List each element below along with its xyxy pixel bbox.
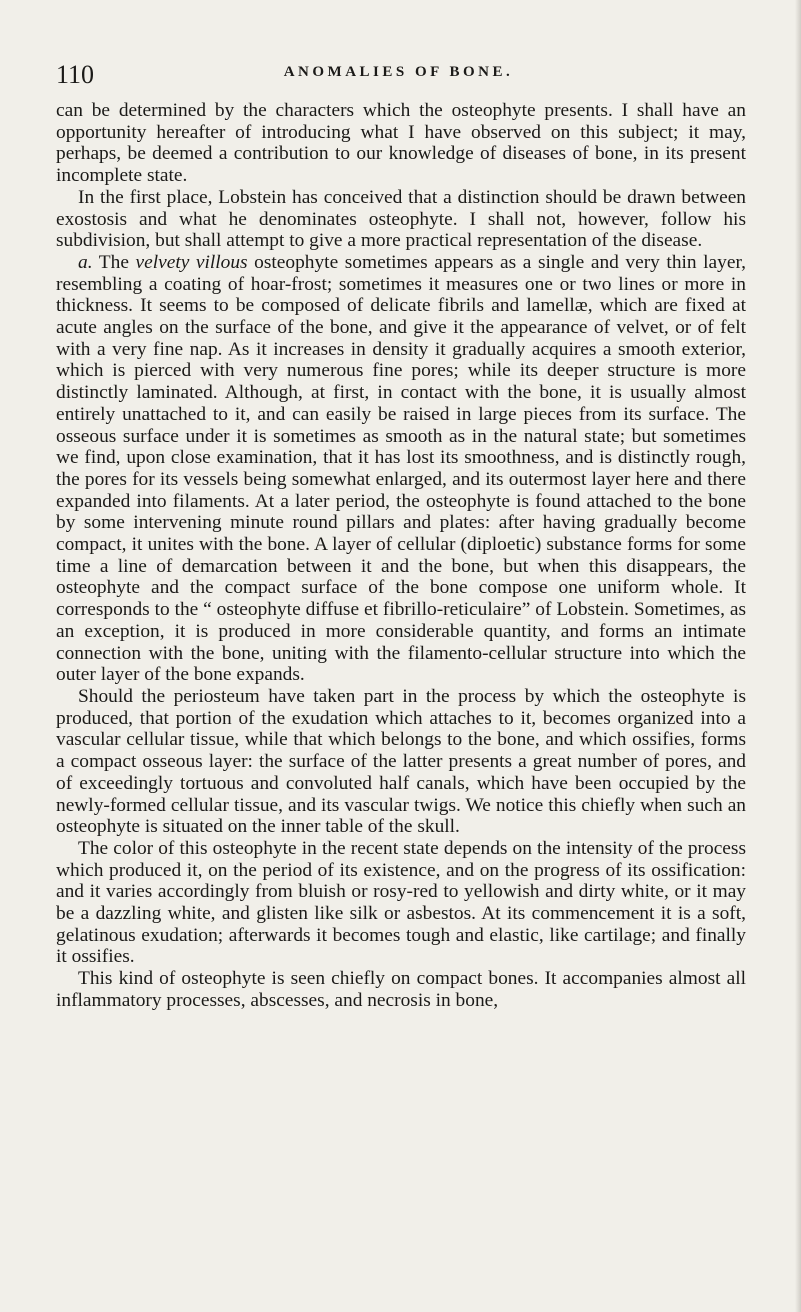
- page-header: [56, 60, 741, 88]
- paragraph-lobstein-distinction: In the first place, Lobstein has conceived that a distinction should be drawn between exostosis and what he denominates osteophyte. I shall not, however, follow his subdivision, but shall attempt to give a more practical representation of the disease.: [56, 186, 746, 252]
- page-number: 110: [56, 60, 95, 89]
- section-marker: a.: [78, 251, 93, 273]
- paragraph-color: The color of this osteophyte in the recent state depends on the intensity of the process which produced it, on the period of its existence, and on the progress of its ossification: and it varies accordingly from bluish or rosy-red to yellowish and dirty white, or it may be a dazzling white, and glisten like silk or asbestos. At its commencement it is a soft, gelatinous exudation; afterwards it becomes tough and elastic, like cartilage; and finally it ossifies.: [56, 837, 746, 968]
- emphasis-velvety-villous: velvety villous: [135, 251, 248, 273]
- running-head: ANOMALIES OF BONE.: [283, 64, 514, 80]
- paragraph-text: The velvety villous osteophyte sometimes appears as a single and very thin layer, resembling a coating of hoar-frost; sometimes it measures one or two lines or more in thickness. It seems to be composed of delicate fibrils and lamellæ, which are fixed at acute angles on the surface of the bone, and give it the appearance of velvet, or of felt with a very fine nap. As it increases in density it gradually acquires a smooth exterior, which is pierced with very numerous fine pores; while its deeper structure is more distinctly laminated. Although, at first, in contact with the bone, it is usually almost entirely unattached to it, and can easily be raised in large pieces from its surface. The osseous surface under it is sometimes as smooth as in the natural state; but sometimes we find, upon close examination, that it has lost its smoothness, and is distinctly rough, the pores for its vessels being somewhat enlarged, and its outermost layer here and there expanded into filaments. At a later period, the osteophyte is found attached to the bone by some intervening minute round pillars and plates: after having gradually become compact, it unites with the bone. A layer of cellular (diploetic) substance forms for some time a line of demarcation between it and the bone, but when this disappears, the osteophyte and the compact surface of the bone compose one uniform whole. It corresponds to the “ osteophyte diffuse et fibrillo-reticulaire” of Lobstein. Sometimes, as an exception, it is produced in more considerable quantity, and forms an intimate connection with the bone, uniting with the filamento-cellular structure into which the outer layer of the bone expands.: [56, 251, 746, 686]
- body-text: [56, 100, 746, 1012]
- paragraph-continued: can be determined by the characters which the osteophyte presents. I shall have an opportunity hereafter of introducing what I have observed on this subject; it may, perhaps, be deemed a contribution to our knowledge of diseases of bone, in its present incomplete state.: [56, 100, 746, 187]
- paragraph-periosteum: Should the periosteum have taken part in the process by which the osteophyte is produced, that portion of the exudation which attaches to it, becomes organized into a vascular cellular tissue, while that which belongs to the bone, and which ossifies, forms a compact osseous layer: the surface of the latter presents a great number of pores, and of exceedingly tortuous and convoluted half canals, which have been occupied by the newly-formed cellular tissue, and its vascular twigs. We notice this chiefly when such an osteophyte is situated on the inner table of the skull.: [56, 685, 746, 838]
- page-edge-shadow: [795, 0, 801, 1312]
- paragraph-compact-bones: This kind of osteophyte is seen chiefly on compact bones. It accompanies almost all inflammatory processes, abscesses, and necrosis in bone,: [56, 968, 746, 1011]
- paragraph-velvety-villous: [56, 252, 746, 686]
